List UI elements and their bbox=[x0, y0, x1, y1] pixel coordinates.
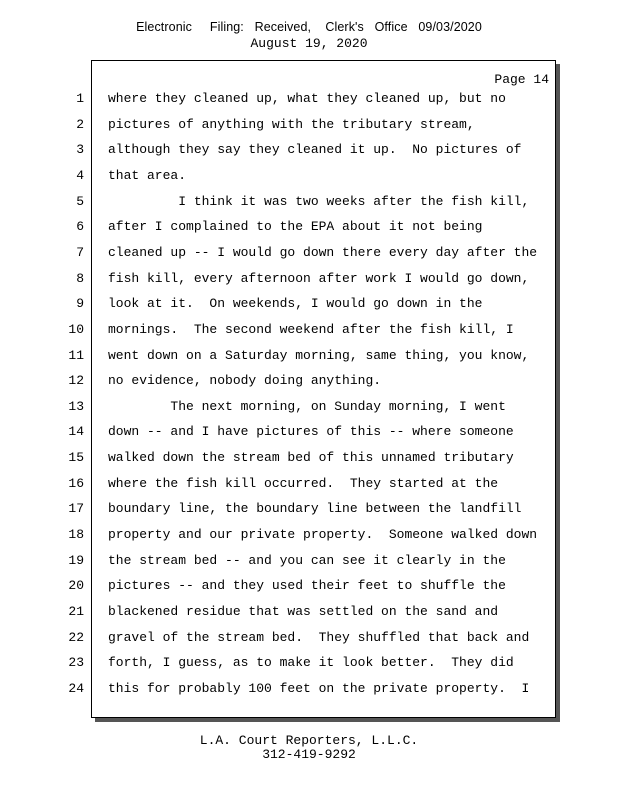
transcript-line bbox=[0, 296, 618, 322]
transcript-line bbox=[0, 168, 618, 194]
transcript-line bbox=[0, 527, 618, 553]
transcript-line bbox=[0, 630, 618, 656]
line-text: cleaned up -- I would go down there every day after the bbox=[108, 244, 538, 260]
line-number: 9 bbox=[76, 296, 84, 312]
line-text: where they cleaned up, what they cleaned up, but no bbox=[108, 91, 506, 106]
line-number: 20 bbox=[68, 578, 84, 594]
transcript-line bbox=[0, 553, 618, 579]
transcript-date: August 19, 2020 bbox=[250, 36, 368, 51]
line-text: walked down the stream bed of this unnamed tributary bbox=[108, 450, 514, 466]
reporter-company: L.A. Court Reporters, L.L.C. bbox=[199, 733, 419, 748]
reporter-phone: 312-419-9292 bbox=[262, 747, 356, 762]
filing-stamp: Electronic Filing: Received, Clerk's Office 09/03/2020 bbox=[136, 20, 482, 34]
line-text: after I complained to the EPA about it not being bbox=[108, 219, 483, 235]
transcript-line bbox=[0, 373, 618, 399]
line-number: 18 bbox=[68, 527, 84, 543]
line-text: look at it. On weekends, I would go down in the bbox=[108, 296, 483, 312]
line-text: blackened residue that was settled on the sand and bbox=[108, 604, 499, 619]
line-number: 5 bbox=[76, 193, 84, 209]
line-text: this for probably 100 feet on the private property. I bbox=[108, 680, 530, 696]
transcript-line bbox=[0, 399, 618, 425]
line-text: pictures of anything with the tributary stream, bbox=[108, 116, 475, 132]
line-number: 17 bbox=[68, 501, 84, 517]
transcript-line bbox=[0, 91, 618, 117]
line-number: 23 bbox=[68, 655, 84, 671]
line-number: 7 bbox=[76, 244, 84, 260]
line-number: 1 bbox=[76, 91, 84, 106]
transcript-line bbox=[0, 450, 618, 476]
line-number: 19 bbox=[68, 552, 84, 568]
line-number: 22 bbox=[68, 629, 84, 645]
transcript-line bbox=[0, 501, 618, 527]
line-number: 13 bbox=[68, 398, 84, 414]
line-text: the stream bed -- and you can see it clearly in the bbox=[108, 552, 506, 568]
line-text: no evidence, nobody doing anything. bbox=[108, 373, 382, 389]
line-text: went down on a Saturday morning, same thing, you know, bbox=[108, 347, 530, 363]
line-number: 16 bbox=[68, 475, 84, 491]
line-number: 10 bbox=[68, 321, 84, 337]
line-number: 12 bbox=[68, 373, 84, 389]
line-number: 15 bbox=[68, 450, 84, 466]
line-text: gravel of the stream bed. They shuffled that back and bbox=[108, 629, 530, 645]
transcript-line bbox=[0, 476, 618, 502]
line-text: I think it was two weeks after the fish kill, bbox=[108, 193, 530, 209]
line-number: 3 bbox=[76, 142, 84, 158]
transcript-line bbox=[0, 578, 618, 604]
line-text: that area. bbox=[108, 167, 187, 183]
line-text: down -- and I have pictures of this -- where someone bbox=[108, 424, 514, 440]
transcript-line bbox=[0, 348, 618, 374]
line-text: boundary line, the boundary line between the landfill bbox=[108, 501, 522, 517]
line-number: 2 bbox=[76, 116, 84, 132]
transcript-line bbox=[0, 322, 618, 348]
line-text: although they say they cleaned it up. No pictures of bbox=[108, 142, 522, 158]
line-number: 24 bbox=[68, 680, 84, 696]
line-number: 6 bbox=[76, 219, 84, 235]
transcript-line bbox=[0, 681, 618, 707]
line-number: 14 bbox=[68, 424, 84, 440]
line-text: mornings. The second weekend after the fish kill, I bbox=[108, 321, 514, 337]
line-text: property and our private property. Someone walked down bbox=[108, 527, 538, 543]
line-number: 4 bbox=[76, 167, 84, 183]
transcript-line bbox=[0, 219, 618, 245]
transcript-line bbox=[0, 117, 618, 143]
line-text: The next morning, on Sunday morning, I went bbox=[108, 398, 506, 414]
transcript-line bbox=[0, 655, 618, 681]
transcript-line bbox=[0, 194, 618, 220]
line-text: where the fish kill occurred. They started at the bbox=[108, 475, 499, 491]
transcript-line bbox=[0, 245, 618, 271]
line-number: 11 bbox=[68, 347, 84, 363]
transcript-line bbox=[0, 424, 618, 450]
line-text: fish kill, every afternoon after work I would go down, bbox=[108, 270, 530, 286]
transcript-line bbox=[0, 271, 618, 297]
transcript-line bbox=[0, 604, 618, 630]
line-number: 8 bbox=[76, 270, 84, 286]
line-number: 21 bbox=[68, 604, 84, 619]
page-number: Page 14 bbox=[494, 72, 549, 87]
transcript-line bbox=[0, 142, 618, 168]
line-text: pictures -- and they used their feet to shuffle the bbox=[108, 578, 506, 594]
line-text: forth, I guess, as to make it look better. They did bbox=[108, 655, 514, 671]
